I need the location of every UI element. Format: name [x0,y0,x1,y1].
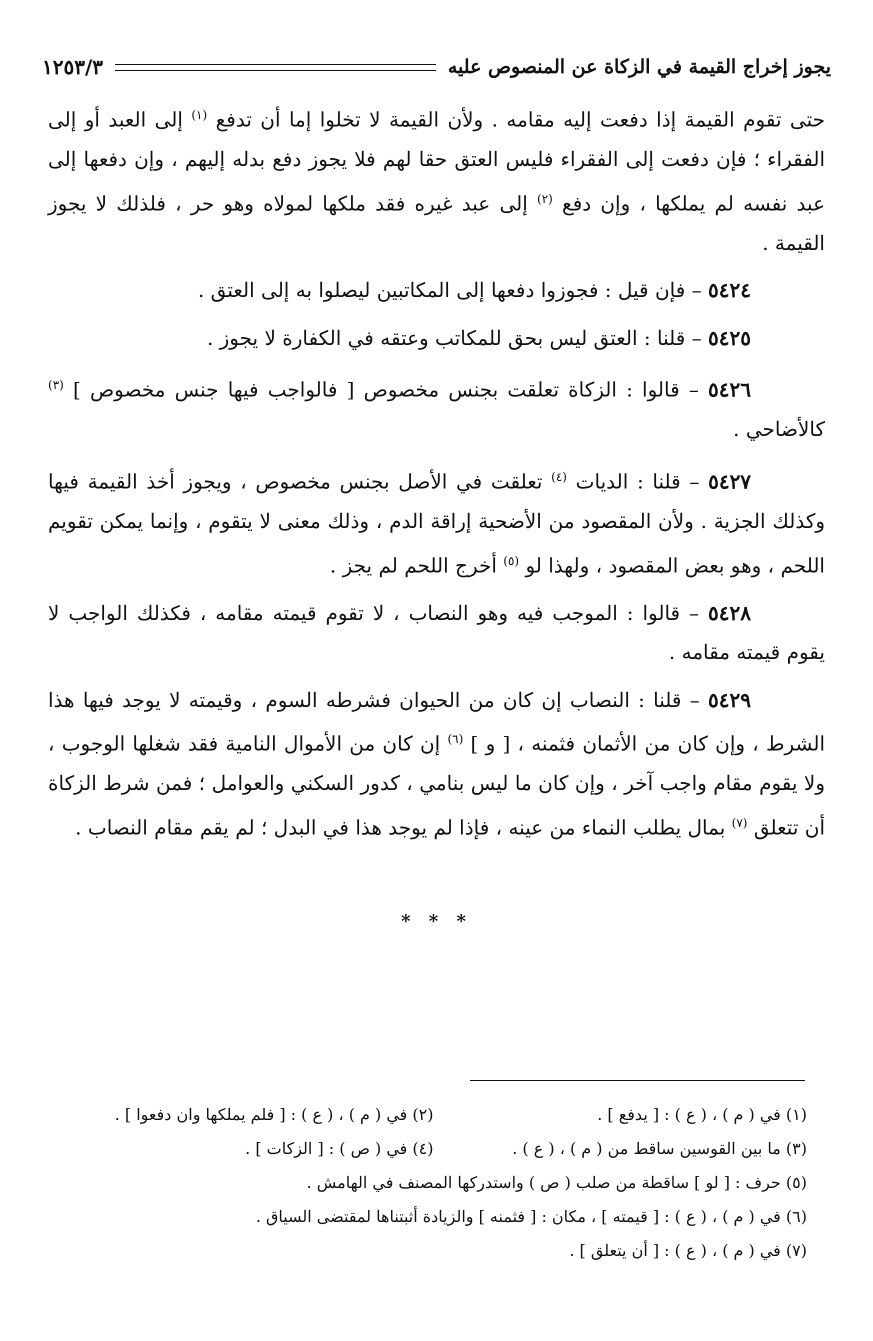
footnote-row [60,1132,807,1166]
paragraph-1: حتى تقوم القيمة إذا دفعت إليه مقامه . ولأن القيمة لا تخلوا إما أن تدفع $^{(١)}$ إلى العبد أو إلى الفقراء ؛ فإن دفعت إلى الفقراء فليس العتق حقا لهم فلا يجوز دفع بدله إليهم ، وإن دفعها إلى عبد نفسه لم يملكها ، وإن دفع $^{(٢)}$ إلى عبد غيره فقد ملكها لمولاه وهو حر ، فلذلك لا يجوز القيمة . [48,107,826,255]
paragraph-number: ٥٤٢٦ [708,377,752,402]
footnote-ref-5: (٥) [503,553,520,568]
footnote-6: (٦) في ( م ) ، ( ع ) : [ قيمته ] ، مكان : [ فثمنه ] والزيادة أثبتناها لمقتضى السياق . [255,1207,807,1226]
page-number: ١٢٥٣/٣ [42,55,104,79]
header-rule [115,64,436,71]
paragraph-5424: ٥٤٢٤ – فإن قيل : فجوزوا دفعها إلى المكاتبين ليصلوا به إلى العتق . [197,278,751,303]
footnote-ref-4: (٤) [551,469,567,484]
footnote-rule [470,1080,805,1081]
paragraph-5426: ٥٤٢٦ – قالوا : الزكاة تعلقت بجنس مخصوص [ فالواجب فيها جنس مخصوص ] $^{(٣)}$ كالأضاحي . [48,377,825,442]
paragraph-5428: ٥٤٢٨ – قالوا : الموجب فيه وهو النصاب ، لا تقوم قيمته مقامه ، فكذلك الواجب لا يقوم قيمته مقامه . [48,600,825,665]
paragraph-number: ٥٤٢٥ [708,325,751,350]
body-text [48,96,825,856]
footnote-4: (٤) في ( ص ) : [ الزكات ] . [245,1139,434,1158]
section-separator: * * * [401,911,472,932]
paragraph-5427: ٥٤٢٧ – قلنا : الديات $^{(٤)}$ تعلقت في الأصل بجنس مخصوص ، ويجوز أخذ القيمة فيها وكذلك الجزية . ولأن المقصود من الأضحية إراقة الدم ، وذلك معنى لا يتقوم ، وإنما يمكن تقويم اللحم ، وهو بعض المقصود ، ولهذا لو $^{(٥)}$ أخرج اللحم لم يجز . [48,469,825,578]
footnote-ref-2: (٢) [537,191,553,206]
footnote-row [60,1098,807,1132]
footnote-2: (٢) في ( م ) ، ( ع ) : [ فلم يملكها وان دفعوا ] . [114,1105,434,1124]
footnote-ref-6: (٦) [447,732,464,747]
paragraph-number: ٥٤٢٤ [708,278,751,303]
footnote-7: (٧) في ( م ) ، ( ع ) : [ أن يتعلق ] . [569,1241,807,1260]
paragraph-number: ٥٤٢٨ [708,600,751,625]
paragraph-5429: ٥٤٢٩ – قلنا : النصاب إن كان من الحيوان فشرطه السوم ، وقيمته لا يوجد فيها هذا الشرط ، وإن كان من الأثمان فثمنه ، [ و ] $^{(٦)}$ إن كان من الأموال النامية فقد شغلها الوجوب ، ولا يقوم مقام واجب آخر ، وإن كان ما ليس بنامي ، كدور السكني والعوامل ؛ فمن شرط الزكاة أن تتعلق $^{(٧)}$ بمال يطلب النماء من عينه ، فإذا لم يوجد هذا في البدل ؛ لم يقم مقام النصاب . [48,687,826,840]
footnotes [60,1098,807,1268]
paragraph-number: ٥٤٢٧ [708,469,752,494]
footnote-5: (٥) حرف : [ لو ] ساقطة من صلب ( ص ) واستدركها المصنف في الهامش . [306,1173,807,1192]
paragraph-number: ٥٤٢٩ [708,687,751,712]
running-header [42,52,831,82]
footnote-ref-7: (٧) [731,815,748,830]
header-title: يجوز إخراج القيمة في الزكاة عن المنصوص عليه [447,56,831,78]
footnote-3: (٣) ما بين القوسين ساقط من ( م ) ، ( ع ) . [512,1139,807,1158]
paragraph-5425: ٥٤٢٥ – قلنا : العتق ليس بحق للمكاتب وعتقه في الكفارة لا يجوز . [206,325,751,350]
footnote-ref-3: (٣) [48,378,64,393]
footnote-ref-1: (١) [191,108,208,122]
footnote-1: (١) في ( م ) ، ( ع ) : [ يدفع ] . [597,1105,807,1124]
